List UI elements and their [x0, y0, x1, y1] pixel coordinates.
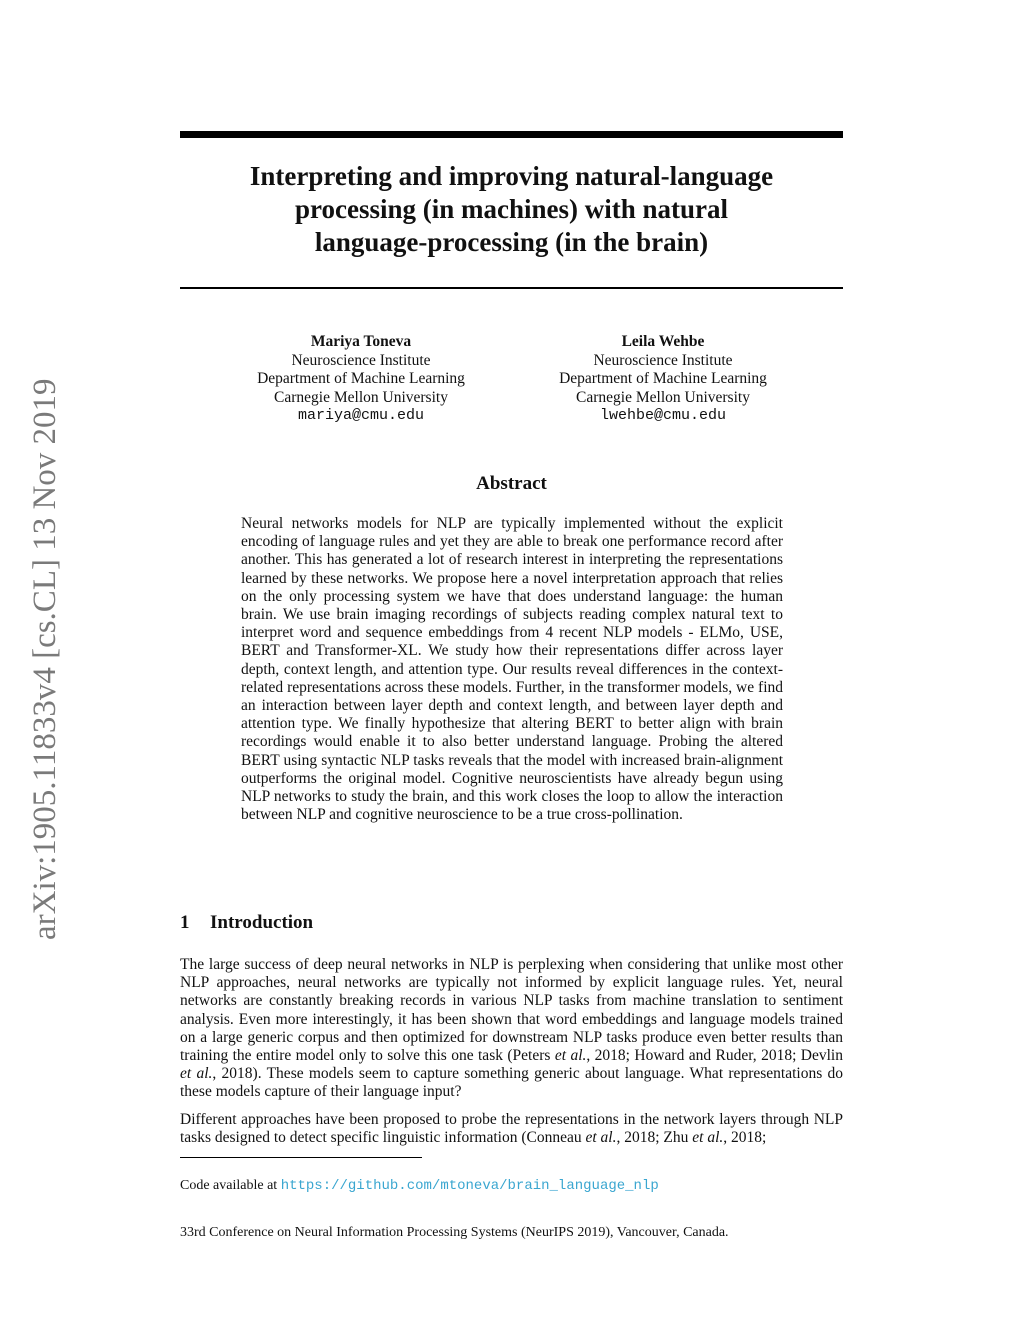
paper-title [180, 160, 843, 259]
paragraph-text: , 2018; [723, 1129, 767, 1147]
author-affiliation: Carnegie Mellon University [274, 388, 448, 406]
section-number: 1 [180, 912, 190, 933]
title-top-rule [180, 131, 843, 138]
intro-paragraph-1 [180, 956, 843, 1102]
citation-etal: et al. [692, 1129, 724, 1147]
code-link[interactable]: https://github.com/mtoneva/brain_language_nlp [280, 1178, 659, 1194]
author-block-wehbe [513, 333, 813, 426]
title-line-2: processing (in machines) with natural [294, 194, 729, 224]
title-bottom-rule [180, 287, 843, 289]
paragraph-text: , 2018). These models seem to capture something generic about language. What representations do these models capture of their language input? [180, 1065, 843, 1101]
citation-etal: et al. [180, 1065, 213, 1083]
conference-note: 33rd Conference on Neural Information Processing Systems (NeurIPS 2019), Vancouver, Canada. [180, 1225, 729, 1240]
author-name: Mariya Toneva [310, 333, 412, 350]
author-affiliation: Carnegie Mellon University [576, 388, 750, 406]
arxiv-identifier: arXiv:1905.11833v4 [cs.CL] 13 Nov 2019 [27, 378, 63, 940]
paragraph-text: , 2018; Howard and Ruder, 2018; Devlin [586, 1047, 843, 1065]
citation-etal: et al. [554, 1047, 587, 1065]
abstract-text: Neural networks models for NLP are typically implemented without the explicit encoding of language rules and yet they are able to break one performance record after another. This has generated a lot of research interest in interpreting the representations learned by these networks. We propose here a novel interpretation approach that relies on the only processing system we have that does understand language: the human brain. We use brain imaging recordings of subjects reading complex natural text to interpret word and sequence embeddings from 4 recent NLP models - ELMo, USE, BERT and Transformer-XL. We study how their representations differ across layer depth, context length, and attention type. Our results reveal differences in the context-related representations across these models. Further, in the transformer models, we find an interaction between layer depth and context length, and between layer depth and attention type. We finally hypothesize that altering BERT to better align with brain recordings would enable it to also better understand language. Probing the altered BERT using syntactic NLP tasks reveals that the model with increased brain-alignment outperforms the original model. Cognitive neuroscientists have already begun using NLP networks to study the brain, and this work closes the loop to allow the interaction between NLP and cognitive neuroscience to be a true cross-pollination. [241, 515, 783, 824]
section-heading-introduction [180, 912, 313, 934]
section-title: Introduction [210, 912, 314, 933]
citation-etal: et al. [585, 1129, 617, 1147]
author-affiliation: Department of Machine Learning [257, 370, 465, 387]
author-email[interactable]: mariya@cmu.edu [297, 407, 425, 424]
author-affiliation: Neuroscience Institute [593, 351, 733, 369]
paragraph-text: Different approaches have been proposed to probe the representations in the network layers through NLP tasks designed to detect specific linguistic information (Conneau [180, 1111, 843, 1147]
title-line-1: Interpreting and improving natural-language [249, 161, 774, 191]
intro-paragraph-2 [180, 1111, 843, 1147]
footnote [180, 1177, 659, 1195]
author-affiliation: Neuroscience Institute [291, 351, 431, 369]
author-block-toneva [211, 333, 511, 426]
abstract-heading: Abstract [476, 473, 547, 494]
author-email[interactable]: lwehbe@cmu.edu [599, 407, 727, 424]
footnote-rule [180, 1157, 422, 1158]
author-name: Leila Wehbe [621, 333, 705, 350]
footnote-prefix: Code available at [180, 1178, 281, 1193]
author-affiliation: Department of Machine Learning [559, 370, 767, 387]
paragraph-text: The large success of deep neural networks in NLP is perplexing when considering that unlike most other NLP approaches, neural networks are typically not informed by explicit language rules. Yet, neural networks are constantly breaking records in various NLP tasks from machine translation to sentiment analysis. Even more interestingly, it has been shown that word embeddings and language models trained on a large generic corpus and then optimized for downstream NLP tasks produce even better results than training the entire model only to solve this one task (Peters [180, 956, 843, 1065]
title-line-3: language-processing (in the brain) [314, 227, 709, 257]
paragraph-text: , 2018; Zhu [616, 1129, 693, 1147]
